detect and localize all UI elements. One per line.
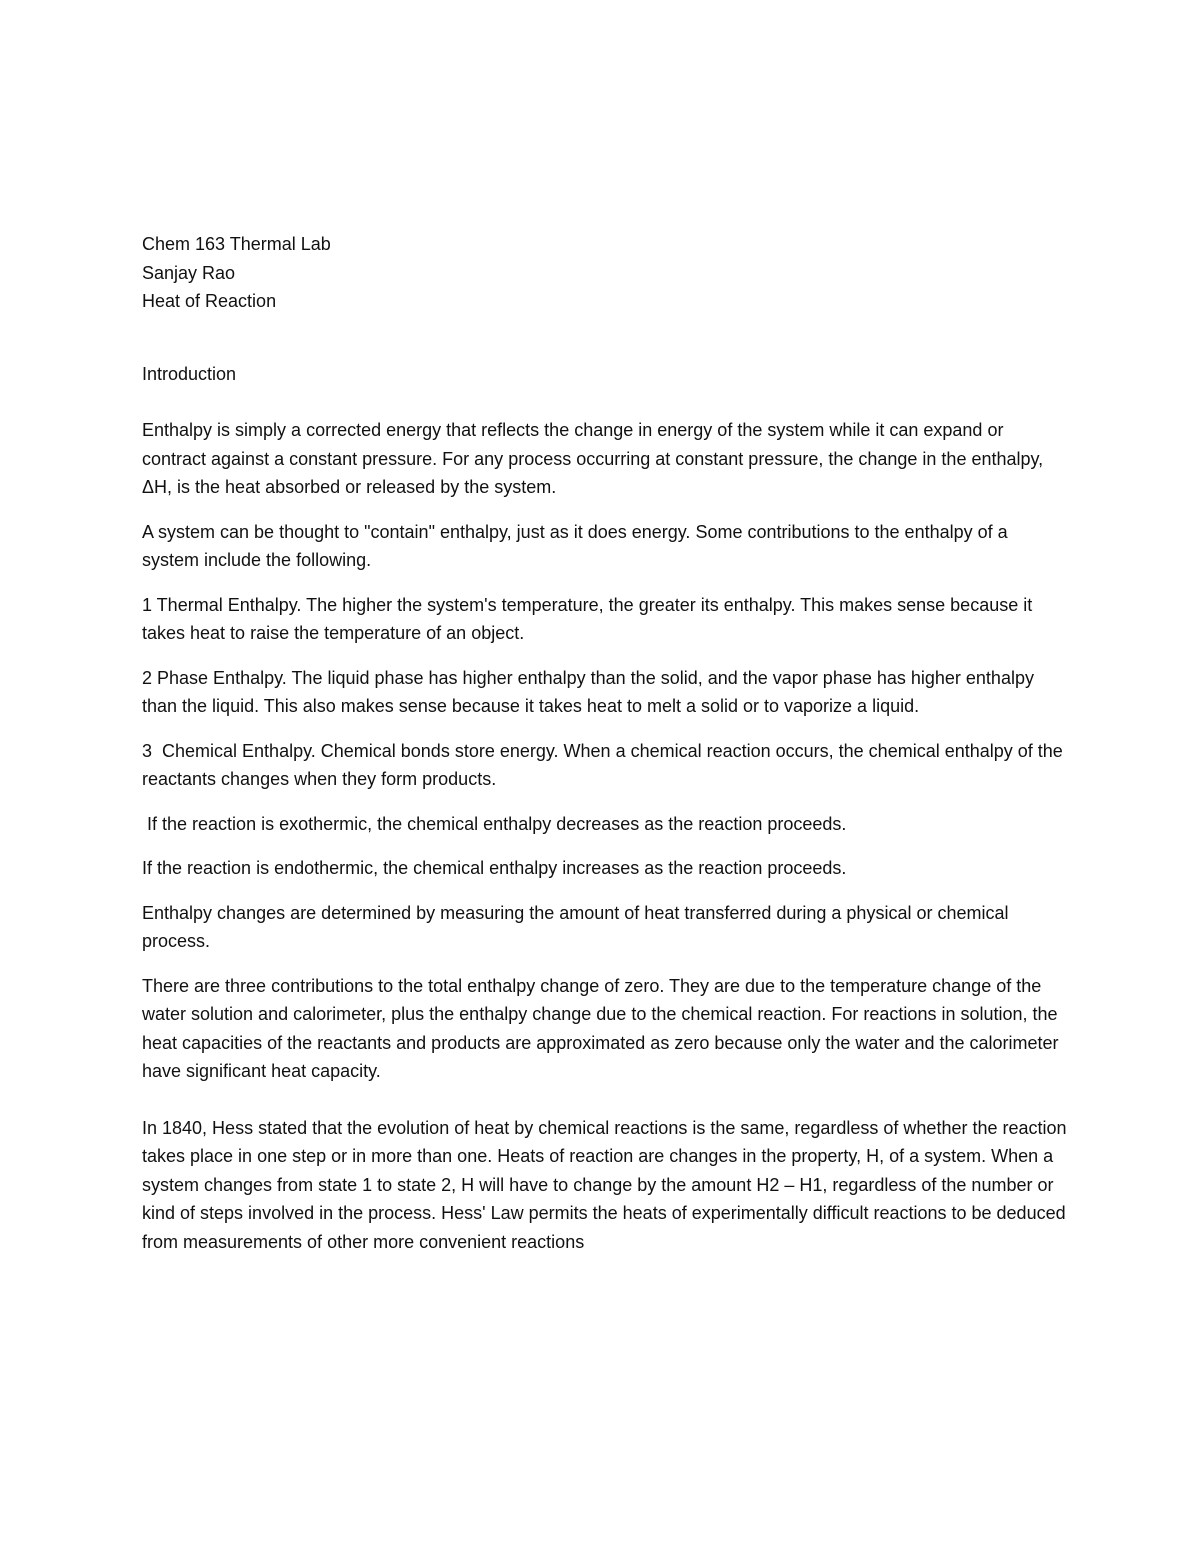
paragraph-contributions-zero: There are three contributions to the total enthalpy change of zero. They are due to the temperature change of the water solution and calorimeter, plus the enthalpy change due to the chemical reaction. For reactions in solution, the heat capacities of the reactants and products are approximated as zero because only the water and the calorimeter have significant heat capacity. — [142, 975, 1059, 1081]
paragraph-hess-law: In 1840, Hess stated that the evolution of heat by chemical reactions is the same, regardless of whether the reaction takes place in one step or in more than one. Heats of reaction are changes in the property, H, of a system. When a system changes from state 1 to state 2, H will have to change by the amount H2 – H1, regardless of the number or kind of steps involved in the process. Hess' Law permits the heats of experimentally difficult reactions to be deduced from measurements of other more convenient reactions — [142, 1117, 1067, 1252]
paragraph-contributions: A system can be thought to "contain" enthalpy, just as it does energy. Some contributions to the enthalpy of a system include the following. — [142, 521, 1008, 570]
paragraph-measurement: Enthalpy changes are determined by measuring the amount of heat transferred during a physical or chemical process. — [142, 902, 1009, 951]
spacer — [142, 388, 1067, 416]
paragraph-exothermic: If the reaction is exothermic, the chemical enthalpy decreases as the reaction proceeds. — [142, 813, 847, 834]
author-name: Sanjay Rao — [142, 262, 236, 283]
paragraph-phase-enthalpy: 2 Phase Enthalpy. The liquid phase has higher enthalpy than the solid, and the vapor phase has higher enthalpy than the liquid. This also makes sense because it takes heat to melt a solid or to vaporize a liquid. — [142, 667, 1034, 716]
paragraph-enthalpy-definition: Enthalpy is simply a corrected energy that reflects the change in energy of the system while it can expand or contract against a constant pressure. For any process occurring at constant pressure, the change in the enthalpy, ΔH, is the heat absorbed or released by the system. — [142, 420, 1044, 497]
document-page — [142, 230, 1067, 1272]
paragraph-thermal-enthalpy: 1 Thermal Enthalpy. The higher the system's temperature, the greater its enthalpy. This makes sense because it takes heat to raise the temperature of an object. — [142, 594, 1033, 643]
spacer — [142, 316, 1067, 360]
document-title: Heat of Reaction — [142, 291, 277, 311]
section-heading-introduction: Introduction — [142, 363, 237, 384]
paragraph-endothermic: If the reaction is endothermic, the chemical enthalpy increases as the reaction proceeds. — [142, 858, 847, 878]
paragraph-chemical-enthalpy: 3 Chemical Enthalpy. Chemical bonds store energy. When a chemical reaction occurs, the chemical enthalpy of the reactants changes when they form products. — [142, 740, 1068, 789]
course-title: Chem 163 Thermal Lab — [142, 234, 331, 254]
